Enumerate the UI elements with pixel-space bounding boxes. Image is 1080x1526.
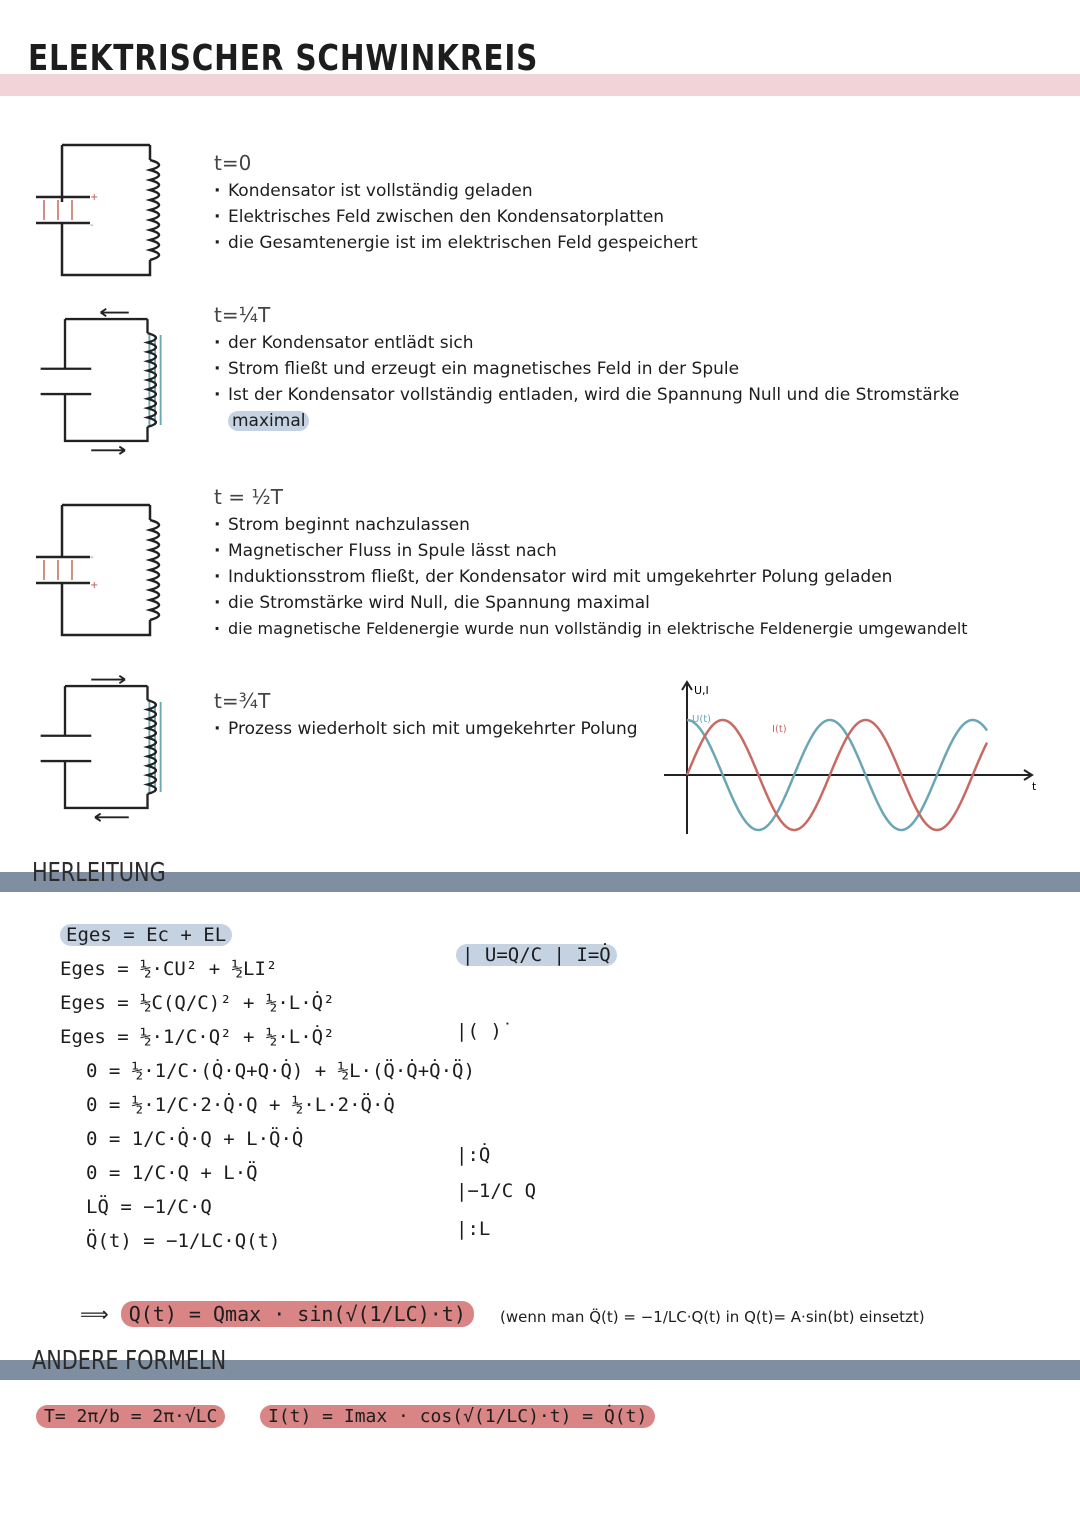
formula-current <box>260 1406 655 1427</box>
note-line <box>214 408 959 434</box>
time-label: t=0 <box>214 151 252 175</box>
time-label: t=¼T <box>214 303 271 327</box>
i-curve-label: I(t) <box>772 724 787 735</box>
side-note: |:L <box>456 1218 491 1240</box>
state-notes-half-t <box>214 484 968 642</box>
implies-arrow: ⟹ <box>80 1302 109 1326</box>
note-line: · Induktionsstrom fließt, der Kondensator wird mit umgekehrter Polung geladen <box>214 564 968 590</box>
note-line: · die Stromstärke wird Null, die Spannung maximal <box>214 590 968 616</box>
circuit-diagram-quarter-t <box>30 305 190 455</box>
note-line: · Ist der Kondensator vollständig entladen, wird die Spannung Null und die Stromstärke <box>214 382 959 408</box>
state-notes-quarter-t <box>214 302 959 434</box>
side-note-text: | U=Q/C | I=Q̇ <box>456 944 617 966</box>
derivation-step: 0 = 1/C·Q + L·Q̈ <box>86 1162 258 1184</box>
note-line: · die magnetische Feldenergie wurde nun vollständig in elektrische Feldenergie umgewandelt <box>214 616 968 642</box>
note-line: · Elektrisches Feld zwischen den Kondensatorplatten <box>214 204 698 230</box>
state-notes-three-quarter-t <box>214 688 638 742</box>
circuit-diagram-half-t <box>30 500 190 650</box>
derivation-step: Q̈(t) = −1/LC·Q(t) <box>86 1230 281 1252</box>
circuit-diagram-t0 <box>30 140 190 290</box>
note-line: · Strom beginnt nachzulassen <box>214 512 968 538</box>
derivation-step: Eges = ½·1/C·Q² + ½·L·Q̇² <box>60 1026 335 1048</box>
derivation-step: 0 = ½·1/C·2·Q̇·Q + ½·L·2·Q̈·Q̇ <box>86 1094 395 1116</box>
x-axis-label: t <box>1032 780 1037 793</box>
formula-text: I(t) = Imax · cos(√(1/LC)·t) = Q̇(t) <box>260 1405 655 1428</box>
circuit-diagram-three-quarter-t <box>30 672 190 822</box>
derivation-step: 0 = ½·1/C·(Q̇·Q+Q·Q̇) + ½L·(Q̈·Q̇+Q̇·Q̈) <box>86 1060 475 1082</box>
result-line <box>80 1302 474 1326</box>
side-note <box>456 944 617 966</box>
svg-text:-: - <box>90 220 94 231</box>
note-highlight: maximal <box>228 411 309 431</box>
derivation-step: LQ̈ = −1/C·Q <box>86 1196 212 1218</box>
time-label: t = ½T <box>214 485 283 509</box>
page-title: ELEKTRISCHER SCHWINKREIS <box>28 38 539 79</box>
formula-text: T= 2π/b = 2π·√LC <box>36 1405 225 1428</box>
section-title-formulas: ANDERE FORMELN <box>32 1346 227 1376</box>
note-line: · Kondensator ist vollständig geladen <box>214 178 698 204</box>
note-line: · der Kondensator entlädt sich <box>214 330 959 356</box>
derivation-step: Eges = Ec + EL <box>60 924 232 946</box>
result-note: (wenn man Q̈(t) = −1/LC·Q(t) in Q(t)= A·sin(bt) einsetzt) <box>500 1308 925 1326</box>
derivation-step: Eges = ½·CU² + ½LI² <box>60 958 278 980</box>
svg-text:+: + <box>90 580 99 591</box>
u-curve-label: U(t) <box>692 714 712 725</box>
time-label: t=¾T <box>214 689 271 713</box>
note-line: · die Gesamtenergie ist im elektrischen Feld gespeichert <box>214 230 698 256</box>
formula-period <box>36 1406 225 1427</box>
side-note: |−1/C Q <box>456 1180 537 1202</box>
y-axis-label: U,I <box>694 684 709 697</box>
state-notes-t0 <box>214 150 698 256</box>
side-note: |:Q̇ <box>456 1144 491 1166</box>
side-note: |( )˙ <box>456 1020 514 1042</box>
note-line: · Magnetischer Fluss in Spule lässt nach <box>214 538 968 564</box>
svg-text:+: + <box>90 192 99 203</box>
derivation-step: Eges = ½C(Q/C)² + ½·L·Q̇² <box>60 992 335 1014</box>
result-formula: Q(t) = Qmax · sin(√(1/LC)·t) <box>121 1301 474 1327</box>
oscillation-graph <box>660 678 1050 838</box>
note-line: · Strom fließt und erzeugt ein magnetisches Feld in der Spule <box>214 356 959 382</box>
svg-text:-: - <box>90 552 94 563</box>
derivation-step: 0 = 1/C·Q̇·Q + L·Q̈·Q̇ <box>86 1128 304 1150</box>
note-line: · Prozess wiederholt sich mit umgekehrter Polung <box>214 716 638 742</box>
section-title-derivation: HERLEITUNG <box>32 858 166 888</box>
derivation-steps <box>60 918 475 1258</box>
